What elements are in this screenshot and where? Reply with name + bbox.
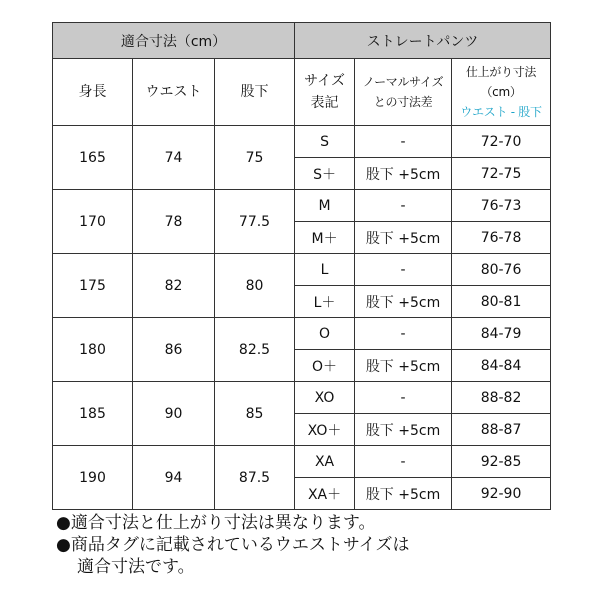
finished-size-cell: 80-81 [452,286,551,318]
waist-cell: 94 [133,446,215,510]
waist-cell: 90 [133,382,215,446]
waist-cell: 74 [133,126,215,190]
finished-size-column-header [452,59,551,126]
height-cell: 175 [53,254,133,318]
finished-size-cell: 72-75 [452,158,551,190]
inseam-cell: 87.5 [215,446,295,510]
table-row [53,190,551,222]
normal-diff-cell: - [355,382,452,414]
normal-diff-cell: - [355,190,452,222]
finished-size-cell: 80-76 [452,254,551,286]
size-label-cell: O [295,318,355,350]
height-cell: 185 [53,382,133,446]
inseam-cell: 85 [215,382,295,446]
size-label-line2: 表記 [310,95,339,111]
normal-diff-column-header [355,59,452,126]
note-line-2: ●商品タグに記載されているウエストサイズは [56,535,410,555]
height-cell: 190 [53,446,133,510]
size-label-cell: S [295,126,355,158]
normal-diff-cell: 股下 +5cm [355,222,452,254]
size-label-cell: M＋ [295,222,355,254]
height-column-header: 身長 [53,59,133,126]
inseam-cell: 82.5 [215,318,295,382]
normal-diff-cell: 股下 +5cm [355,414,452,446]
height-cell: 165 [53,126,133,190]
normal-diff-cell: 股下 +5cm [355,478,452,510]
inseam-column-header: 股下 [215,59,295,126]
height-cell: 180 [53,318,133,382]
size-label-cell: L＋ [295,286,355,318]
size-chart-table [52,22,551,510]
normal-diff-cell: - [355,254,452,286]
finished-size-cell: 84-84 [452,350,551,382]
notes [56,512,576,578]
normal-diff-cell: 股下 +5cm [355,350,452,382]
fit-size-header: 適合寸法（cm） [53,23,295,59]
height-cell: 170 [53,190,133,254]
size-label-cell: XA [295,446,355,478]
waist-column-header: ウエスト [133,59,215,126]
normal-diff-cell: - [355,318,452,350]
straight-pants-header: ストレートパンツ [295,23,551,59]
table-row [53,254,551,286]
table-subheader-row [53,59,551,126]
finished-size-cell: 92-90 [452,478,551,510]
size-label-cell: XA＋ [295,478,355,510]
size-label-cell: L [295,254,355,286]
finished-size-cell: 76-78 [452,222,551,254]
finished-size-cell: 92-85 [452,446,551,478]
inseam-cell: 80 [215,254,295,318]
note-line-3: 適合寸法です。 [77,557,195,577]
finished-size-cell: 72-70 [452,126,551,158]
table-row [53,446,551,478]
normal-diff-cell: 股下 +5cm [355,286,452,318]
normal-diff-cell: - [355,446,452,478]
normal-diff-cell: 股下 +5cm [355,158,452,190]
finished-size-cell: 88-82 [452,382,551,414]
inseam-cell: 77.5 [215,190,295,254]
finished-size-line1: 仕上がり寸法（cm） [465,65,537,99]
finished-size-cell: 84-79 [452,318,551,350]
table-row [53,382,551,414]
note-line-1: ●適合寸法と仕上がり寸法は異なります。 [56,513,376,533]
finished-size-cell: 88-87 [452,414,551,446]
finished-size-cell: 76-73 [452,190,551,222]
inseam-cell: 75 [215,126,295,190]
table-header-row [53,23,551,59]
waist-cell: 82 [133,254,215,318]
size-label-line1: サイズ [304,73,345,89]
waist-cell: 86 [133,318,215,382]
normal-diff-line2: との寸法差 [373,95,433,109]
size-label-cell: M [295,190,355,222]
size-label-cell: XO [295,382,355,414]
table-row [53,126,551,158]
normal-diff-line1: ノーマルサイズ [362,75,444,89]
size-label-cell: XO＋ [295,414,355,446]
finished-size-line2: ウエスト - 股下 [460,105,542,119]
size-label-column-header [295,59,355,126]
size-label-cell: S＋ [295,158,355,190]
size-label-cell: O＋ [295,350,355,382]
normal-diff-cell: - [355,126,452,158]
waist-cell: 78 [133,190,215,254]
table-row [53,318,551,350]
